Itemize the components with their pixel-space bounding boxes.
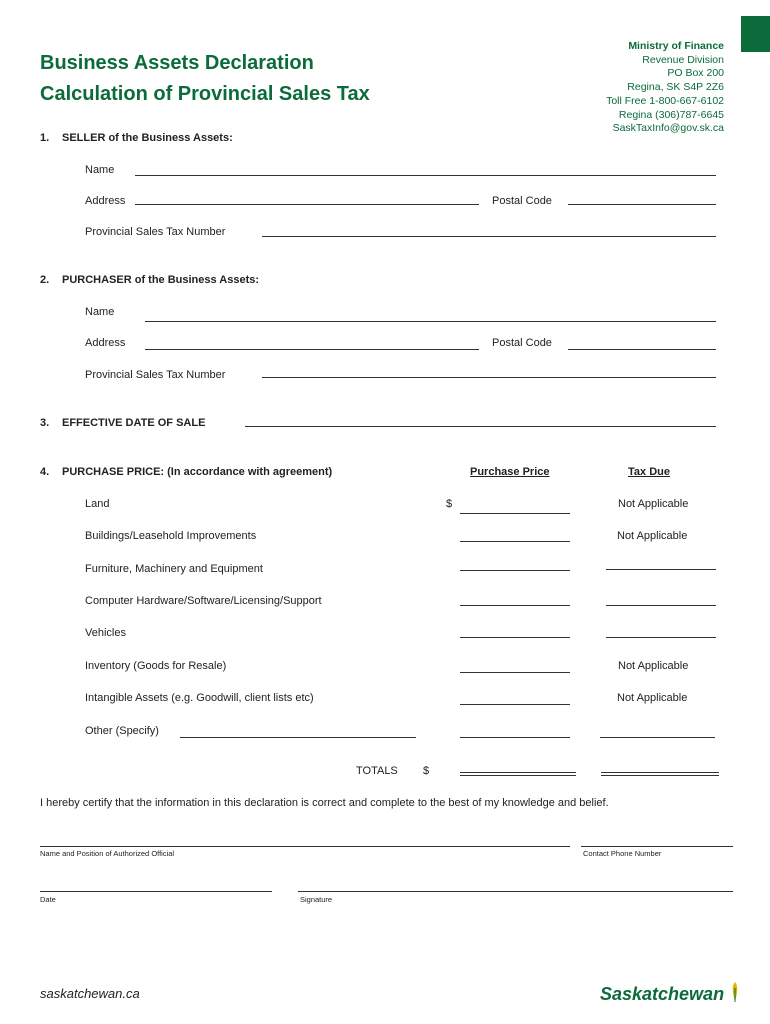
seller-postal-label: Postal Code xyxy=(492,195,552,207)
furniture-tax-field[interactable] xyxy=(606,569,716,570)
effective-heading: EFFECTIVE DATE OF SALE xyxy=(62,417,206,429)
buildings-tax-not-applicable: Not Applicable xyxy=(617,530,688,542)
form-subtitle: Calculation of Provincial Sales Tax xyxy=(40,83,370,105)
purchaser-name-label: Name xyxy=(85,306,115,318)
footer-website-link[interactable]: saskatchewan.ca xyxy=(40,986,140,1001)
purchase-heading: PURCHASE PRICE: (In accordance with agreement) xyxy=(62,466,333,478)
totals-dollar-sign: $ xyxy=(423,765,430,777)
ministry-city: Regina, SK S4P 2Z6 xyxy=(627,81,724,94)
purchaser-name-field[interactable] xyxy=(145,321,716,322)
purchaser-heading: PURCHASER of the Business Assets: xyxy=(62,274,260,286)
date-field[interactable] xyxy=(40,891,272,892)
ministry-name: Ministry of Finance xyxy=(628,40,724,52)
other-tax-field[interactable] xyxy=(600,737,715,738)
contact-phone-field[interactable] xyxy=(581,846,733,847)
computer-tax-field[interactable] xyxy=(606,605,716,606)
land-label: Land xyxy=(85,498,110,510)
purchaser-postal-label: Postal Code xyxy=(492,337,552,349)
purchase-number: 4. xyxy=(40,466,50,478)
other-label: Other (Specify) xyxy=(85,725,159,737)
purchaser-postal-field[interactable] xyxy=(568,349,716,350)
vehicles-price-field[interactable] xyxy=(460,637,570,638)
land-price-field[interactable] xyxy=(460,513,570,514)
green-corner-tab xyxy=(741,16,770,52)
buildings-label: Buildings/Leasehold Improvements xyxy=(85,530,257,542)
form-title: Business Assets Declaration xyxy=(40,52,314,74)
seller-name-label: Name xyxy=(85,164,115,176)
furniture-price-field[interactable] xyxy=(460,570,570,571)
totals-price-field[interactable] xyxy=(460,772,576,776)
inventory-label: Inventory (Goods for Resale) xyxy=(85,660,227,672)
saskatchewan-logo xyxy=(600,980,741,1005)
purchaser-pst-label: Provincial Sales Tax Number xyxy=(85,369,226,381)
intangible-tax-not-applicable: Not Applicable xyxy=(617,692,688,704)
contact-phone-label: Contact Phone Number xyxy=(583,849,662,858)
totals-tax-field[interactable] xyxy=(601,772,719,776)
signature-label: Signature xyxy=(300,895,333,904)
seller-name-field[interactable] xyxy=(135,175,716,176)
certification-statement: I hereby certify that the information in this declaration is correct and complete to the best of my knowledge and belief. xyxy=(40,797,609,809)
seller-postal-field[interactable] xyxy=(568,204,716,205)
purchase-price-column-header: Purchase Price xyxy=(470,466,550,478)
date-label: Date xyxy=(40,895,56,904)
ministry-po-box: PO Box 200 xyxy=(667,67,724,80)
purchaser-pst-field[interactable] xyxy=(262,377,716,378)
purchaser-address-field[interactable] xyxy=(145,349,479,350)
seller-address-label: Address xyxy=(85,195,126,207)
ministry-regina-phone: Regina (306)787-6645 xyxy=(618,108,724,121)
official-name-label: Name and Position of Authorized Official xyxy=(40,849,175,858)
effective-number: 3. xyxy=(40,417,50,429)
inventory-tax-not-applicable: Not Applicable xyxy=(618,660,689,672)
ministry-address-block xyxy=(606,40,724,136)
intangible-price-field[interactable] xyxy=(460,704,570,705)
tax-due-column-header: Tax Due xyxy=(628,466,670,478)
furniture-label: Furniture, Machinery and Equipment xyxy=(85,563,263,575)
signature-field[interactable] xyxy=(298,891,733,892)
other-specify-field[interactable] xyxy=(180,737,416,738)
seller-number: 1. xyxy=(40,132,50,144)
seller-heading: SELLER of the Business Assets: xyxy=(62,132,233,144)
seller-address-field[interactable] xyxy=(135,204,479,205)
vehicles-label: Vehicles xyxy=(85,627,126,639)
intangible-label: Intangible Assets (e.g. Goodwill, client lists etc) xyxy=(85,692,314,704)
seller-pst-field[interactable] xyxy=(262,236,716,237)
buildings-price-field[interactable] xyxy=(460,541,570,542)
ministry-toll-free: Toll Free 1-800-667-6102 xyxy=(606,94,724,107)
computer-label: Computer Hardware/Software/Licensing/Support xyxy=(85,595,322,607)
purchaser-number: 2. xyxy=(40,274,50,286)
land-tax-not-applicable: Not Applicable xyxy=(618,498,689,510)
computer-price-field[interactable] xyxy=(460,605,570,606)
wheat-sheaf-icon xyxy=(729,980,741,1004)
inventory-price-field[interactable] xyxy=(460,672,570,673)
vehicles-tax-field[interactable] xyxy=(606,637,716,638)
saskatchewan-logo-text: Saskatchewan xyxy=(600,984,725,1004)
land-dollar-sign: $ xyxy=(446,498,453,510)
official-name-field[interactable] xyxy=(40,846,570,847)
seller-pst-label: Provincial Sales Tax Number xyxy=(85,226,226,238)
ministry-division: Revenue Division xyxy=(642,53,724,66)
purchaser-address-label: Address xyxy=(85,337,126,349)
ministry-email[interactable]: SaskTaxInfo@gov.sk.ca xyxy=(612,122,724,135)
effective-date-field[interactable] xyxy=(245,426,716,427)
totals-label: TOTALS xyxy=(356,765,398,777)
other-price-field[interactable] xyxy=(460,737,570,738)
